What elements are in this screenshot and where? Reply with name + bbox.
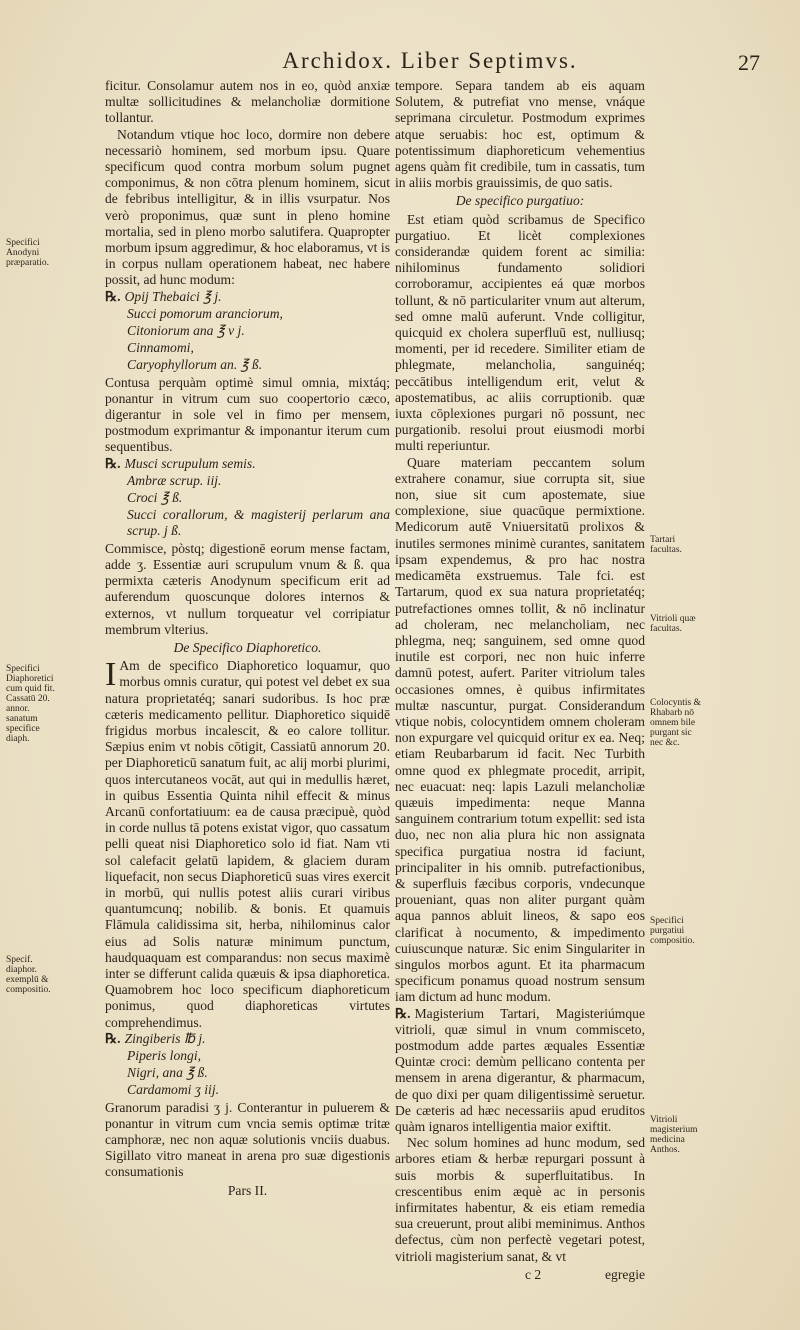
recipe-item: Citoniorum ana ℥ v j. — [127, 323, 245, 339]
recipe-item: Musci scrupulum semis. — [124, 455, 256, 471]
recipe-purgative — [395, 1006, 645, 1136]
running-title: Archidox. Liber Septimvs. — [282, 48, 578, 73]
recipe-symbol: ℞. — [105, 455, 121, 471]
section-heading: De specifico purgatiuo: — [455, 193, 585, 209]
recipe-symbol: ℞. — [395, 1005, 411, 1021]
paragraph-text: Am de specifico Diaphoretico loquamur, quo morbus omnis curatur, qui potest vel debet ex sua natura proprietatéq; sanari sudoribus. Is hoc præ cæteris medicamento pellitur. Diaphoretico siquidē frigidus morbus incalescit, & eo calore tollitur. Sæpius enim vt nobis cōtigit, Cassiatū annorum 20. per Diaphoreticū sanatum fuit, ac alij morbi plurimi, quos intercutaneos vocāt, aut qui in medullis hæret, in quibus Essentia Quinta nihil effecit & minus Arcanū confortatiuum: ea de causa præcipuè, quòd in corde nullus tā potens existat vigor, quo cassatum pelli queat nisi Diaphoretico solo id fiat. Nam vti sol calefacit gelatū lapidem, & glaciem duram liquefacit, non secus Diaphoreticū suas vires exercit in morbū, qui nullis potest aliis curari viribus quantumcunq; nobilib. & bonis. Et quamuis Flāmula calidissima sit, herba, nihilominus calor eius ad Solis naturæ minimum punctum, haudquaquam est comparandus: non secus maximè inter se differunt calida quæuis & ipsa diaphoretica. Quamobrem hoc loco specificum diaphoreticum ponimus, quod diaphoreticas virtutes comprehendimus. — [105, 658, 391, 1030]
recipe-item: Caryophyllorum an. ℥ ß. — [127, 357, 263, 373]
recipe-third-first-line — [105, 1031, 390, 1047]
paragraph: Contusa perquàm optimè simul omnia, mixtáq; ponantur in vitrum cum suo coopertorio cæco, digerantur in sole vel in fimo per mensem, postmodum exprimantur & imponantur iterum cum sequentibus. — [105, 374, 390, 455]
margin-note: Colocyntis & Rhabarb nō omnem bile purgant sic nec &c. — [650, 698, 701, 748]
paragraph: Notandum vtique hoc loco, dormire non debere necessariò hominem, sed morbum ipsu. Quare specificum quod contra morbum solum pugnet componimus, & non cōtra plenum hominem, sicut de febribus intelligitur, & in illis vsurpatur. Nos verò proponimus, quæ sunt in pleno homine mortalia, sed in pleno morbo salutifera. Quapropter morbum ipsum aggredimur, & hoc elaboramus, vt is in corpus nullam operationem habeat, nec habere possit, ad hunc modum: — [105, 126, 390, 288]
recipe-anodyne-first-line — [105, 289, 390, 305]
recipe-symbol: ℞. — [105, 288, 121, 304]
margin-note: Specifici Anodyni præparatio. — [6, 238, 50, 268]
signature-mark: Pars II. — [227, 1182, 268, 1198]
paragraph: Commisce, pòstq; digestionē eorum mense factam, adde ʒ. Essentiæ auri scrupulum vnum & ß. qua permixta cæteris Anodynum specificum erit ad auferendum quoscunque dolores internos & externos, vt nullum torqueatur vel corripiatur membrum vlterius. — [105, 540, 390, 637]
recipe-item: Succi pomorum aranciorum, — [127, 305, 283, 321]
drop-cap: I — [105, 656, 117, 694]
paragraph: Granorum paradisi ʒ j. Conterantur in puluerem & ponantur in vitrum cum vncia semis optimæ tritæ camphoræ, nec non aquæ solutionis vnciis duabus. Sigillato vitro maneat in arena pro suæ digestionis consumationis — [105, 1099, 390, 1180]
recipe-item: Piperis longi, — [127, 1047, 202, 1063]
recipe-item: Zingiberis ℔ j. — [124, 1030, 206, 1046]
recipe-item: Nigri, ana ℥ ß. — [127, 1065, 208, 1081]
margin-note: Tartari facultas. — [650, 535, 682, 555]
recipe-item: Cardamomi ʒ iij. — [127, 1082, 220, 1098]
margin-note: Specif. diaphor. exemplū & compositio. — [6, 955, 51, 995]
page-footer — [395, 1267, 645, 1283]
paragraph: Nec solum homines ad hunc modum, sed arbores etiam & herbæ repurgari possunt à suis morbis & superfluitatibus. In crescentibus enim æquè ac in personis infirmitates habentur, & eis etiam remedia sua creuerunt, prout alibi meminimus. Anthos defectus, cùm non perfectè vegetari potest, vitrioli magisterium sanat, & vt — [395, 1135, 645, 1264]
recipe-item: Cinnamomi, — [127, 340, 194, 356]
margin-note: Vitrioli quæ facultas. — [650, 614, 696, 634]
recipe-second-first-line — [105, 456, 390, 472]
paragraph: tempore. Separa tandem ab eis aquam Solutem, & putrefiat vno mense, vnáque seprimana circuletur. Postmodum exprimes atque seruabis: hoc est, optimum & potentissimum diaphoreticum vehementius agens quàm fit credibile, tum in cassatis, tum in aliis morbis grauissimis, de quo satis. — [395, 78, 645, 191]
recipe-symbol: ℞. — [105, 1030, 121, 1046]
recipe-item: Ambræ scrup. iij. — [127, 472, 222, 488]
paragraph-diaphoretic — [105, 658, 390, 1031]
paragraph: Est etiam quòd scribamus de Specifico purgatiuo. Et licèt complexiones considerandæ quidem forent ac similia: nihilominus fundamento solidiori corroboramur, accipientes eá quæ morbos tollunt, & nō particulariter vnum aut alterum, sed omne malū auferunt. Vnde colligitur, quicquid ex cholera superfluū est, nulliusq; momenti, per id recedere. Similiter etiam de phlegmate, melancholia, sanguinéq; peccātibus intelligendum erit, velut & apostematibus, ac aliis corruptionib. quæ iuxta cōplexiones purgari nō possunt, nec purgationib. resolui prout eiusmodi morbi multi reperiuntur. — [395, 211, 645, 454]
margin-note: Specifici Diaphoretici cum quid fit. Cassatū 20. annor. sanatum specifice diaph. — [6, 664, 55, 744]
section-heading: De Specifico Diaphoretico. — [173, 639, 322, 655]
margin-note: Vitrioli magisterium medicina Anthos. — [650, 1115, 698, 1155]
recipe-item: Succi corallorum, & magisterij perlarum ana scrup. j ß. — [127, 507, 390, 539]
margin-note: Specifici purgatiui compositio. — [650, 916, 695, 946]
page-number: 27 — [738, 50, 760, 75]
paragraph: Quare materiam peccantem solum extrahere conamur, siue corrupta sit, siue non, siue sit cum apostemate, siue complexione, siue quacūque permixtione. Medicorum autē Vniuersitatū prolixos & inutiles sermones minimè curantes, sanitatem ipsam expendemus, & pro hac nostra medicamēta exstruemus. Tale fci. est Tartarum, quod ex sua natura proprietatéq; putrefactiones omnes tollit, & nō inclinatur ad choleram, nec melancholiam, nec phlegma, neq; sanguinem, sed omne quod inutile est corpori, nec non huic inferre damnū potest, aufert. Pariter vitriolum tales occasiones omnes, è quibus infirmitates multæ nascuntur, purgat. Considerandum vtique nobis, colocyntidem omnem choleram non expurgare vel quicquid oritur ex ea. Neq; etiam Reubarbarum id facit. Nec Turbith omne quod ex phlegmate procedit, arripit, nec euacuat: neq: lapis Lazuli melancholiæ quæuis impedimenta: neque Manna sanguinem contrarium totum expellit: sed ista duo, nec non alia plura hic non assignata specifica purgatiua nostra id faciunt, principaliter in his omnib. putrefactionibus, & superfluis fæcibus corporis, vndecunque proueniant, quas non aliter purgant quàm aqua pannos abluit lineos, & sapo eos clarificat à nocumento, & impedimento cuiuscunque naturæ. Sic enim Singulariter in singulos morbos agunt. Et ita pharmacum specificum ponamus quoad nostrum sensum iam dictum ad hunc modum. — [395, 454, 645, 1005]
catchword: egregie — [605, 1266, 645, 1282]
paragraph: ficitur. Consolamur autem nos in eo, quòd anxiæ multæ sollicitudines & melancholiæ dormitione tollantur. — [105, 78, 390, 126]
recipe-text: Magisterium Tartari, Magisteriúmque vitrioli, quæ simul in vnum commisceto, postmodum adde partes æquales Essentiæ Quintæ croci: demùm pellicano contenta per mensem in arena digerantur, & pharmacum, de quo dixi per quam diligentissimè seruetur. De cæteris ad hæc necessariis apud eruditos quàm ignaros intelligentia maior exiftit. — [395, 1005, 645, 1134]
recipe-item: Opij Thebaici ℥ j. — [124, 288, 222, 304]
right-column — [395, 78, 645, 1283]
signature-mark: c 2 — [525, 1266, 542, 1282]
recipe-item: Croci ℥ ß. — [127, 490, 183, 506]
left-column — [105, 78, 390, 1199]
